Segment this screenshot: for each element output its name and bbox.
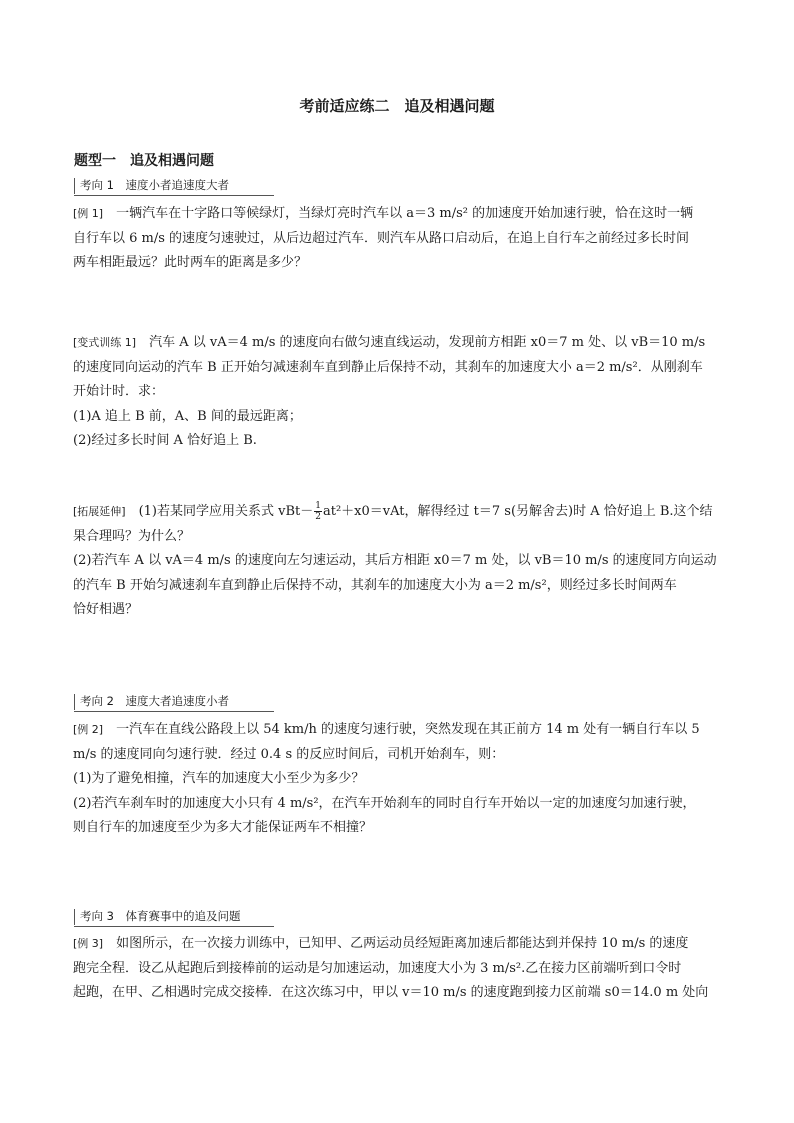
example-2-label: [例 2] <box>73 723 104 736</box>
topic-1-heading <box>74 176 274 196</box>
example-2-line-3: (1)为了避免相撞，汽车的加速度大小至少为多少？ <box>73 771 365 786</box>
extension-text-pre: (1)若某同学应用关系式 vBt－ <box>125 504 314 519</box>
extension-line-5: 恰好相遇？ <box>73 602 139 617</box>
extension <box>73 500 729 623</box>
example-1-text-1: 一辆汽车在十字路口等候绿灯，当绿灯亮时汽车以 a＝3 m/s² 的加速度开始加速行驶，恰在这时一辆 <box>103 206 694 221</box>
fraction-denominator: 2 <box>315 512 321 522</box>
example-1-label: [例 1] <box>73 207 104 220</box>
page-title: 考前适应练二 追及相遇问题 <box>299 97 495 115</box>
extension-line-2: 果合理吗？为什么？ <box>73 528 191 544</box>
extension-line-3: (2)若汽车 A 以 vA＝4 m/s 的速度向左匀速运动，其后方相距 x0＝7 m 处，以 vB＝10 m/s 的速度同方向运动 <box>73 553 717 568</box>
variant-1-line-5: (2)经过多长时间 A 恰好追上 B. <box>73 433 257 448</box>
topic-3-label: 考向 3 体育赛事中的追及问题 <box>80 909 241 923</box>
example-2-line-4: (2)若汽车刹车时的加速度大小只有 4 m/s²，在汽车开始刹车的同时自行车开始以一定的加速度匀加速行驶， <box>73 795 696 811</box>
example-2-line-5: 则自行车的加速度至少为多大才能保证两车不相撞？ <box>73 820 373 835</box>
topic-2-label: 考向 2 速度大者追速度小者 <box>80 694 229 708</box>
topic-1-label: 考向 1 速度小者追速度大者 <box>80 178 229 192</box>
extension-label: [拓展延伸] <box>73 505 126 518</box>
extension-line-1 <box>73 500 729 525</box>
example-2-line-2: m/s 的速度同向匀速行驶．经过 0.4 s 的反应时间后，司机开始刹车，则： <box>73 746 505 762</box>
example-2-line-1 <box>73 718 729 743</box>
example-3-line-1 <box>73 932 729 957</box>
variant-1-line-3: 开始计时．求： <box>73 384 165 399</box>
extension-line-4: 的汽车 B 开始匀减速刹车直到静止后保持不动，其刹车的加速度大小为 a＝2 m/s²，则经过多长时间两车 <box>73 577 677 593</box>
example-1-line-3: 两车相距最远？此时两车的距离是多少？ <box>73 255 308 270</box>
variant-1-line-1 <box>73 331 729 356</box>
extension-text-post: at²＋x0＝vAt，解得经过 t＝7 s(另解舍去)时 A 恰好追上 B.这个结 <box>323 504 713 519</box>
variant-1-line-4: (1)A 追上 B 前，A、B 间的最远距离； <box>73 408 302 424</box>
example-2-text-1: 一汽车在直线公路段上以 54 km/h 的速度匀速行驶，突然发现在其正前方 14 m 处有一辆自行车以 5 <box>103 722 700 737</box>
section-heading: 题型一 追及相遇问题 <box>74 153 214 169</box>
example-1-line-1 <box>73 202 729 227</box>
topic-3-heading <box>74 907 274 927</box>
example-3-text-1: 如图所示，在一次接力训练中，已知甲、乙两运动员经短距离加速后都能达到并保持 10 m/s 的速度 <box>103 936 689 951</box>
variant-1 <box>73 331 729 454</box>
example-2 <box>73 718 729 841</box>
variant-1-label: [变式训练 1] <box>73 336 137 349</box>
example-3-line-2: 跑完全程．设乙从起跑后到接棒前的运动是匀加速运动，加速度大小为 3 m/s².乙在接力区前端听到口令时 <box>73 960 682 976</box>
example-3-label: [例 3] <box>73 937 104 950</box>
fraction-numerator: 1 <box>315 501 321 511</box>
example-1-line-2: 自行车以 6 m/s 的速度匀速驶过，从后边超过汽车．则汽车从路口启动后，在追上自行车之前经过多长时间 <box>73 230 690 246</box>
variant-1-line-2: 的速度同向运动的汽车 B 正开始匀减速刹车直到静止后保持不动，其刹车的加速度大小 a＝2 m/s²．从刚刹车 <box>73 359 703 375</box>
topic-2-heading <box>74 692 274 712</box>
example-3-line-3: 起跑，在甲、乙相遇时完成交接棒．在这次练习中，甲以 v＝10 m/s 的速度跑到接力区前端 s0＝14.0 m 处向 <box>73 985 709 1000</box>
variant-1-text-1: 汽车 A 以 vA＝4 m/s 的速度向右做匀速直线运动，发现前方相距 x0＝7 m 处、以 vB＝10 m/s <box>136 335 706 350</box>
example-3 <box>73 932 729 1006</box>
example-1 <box>73 202 729 276</box>
fraction-one-half <box>314 501 322 522</box>
